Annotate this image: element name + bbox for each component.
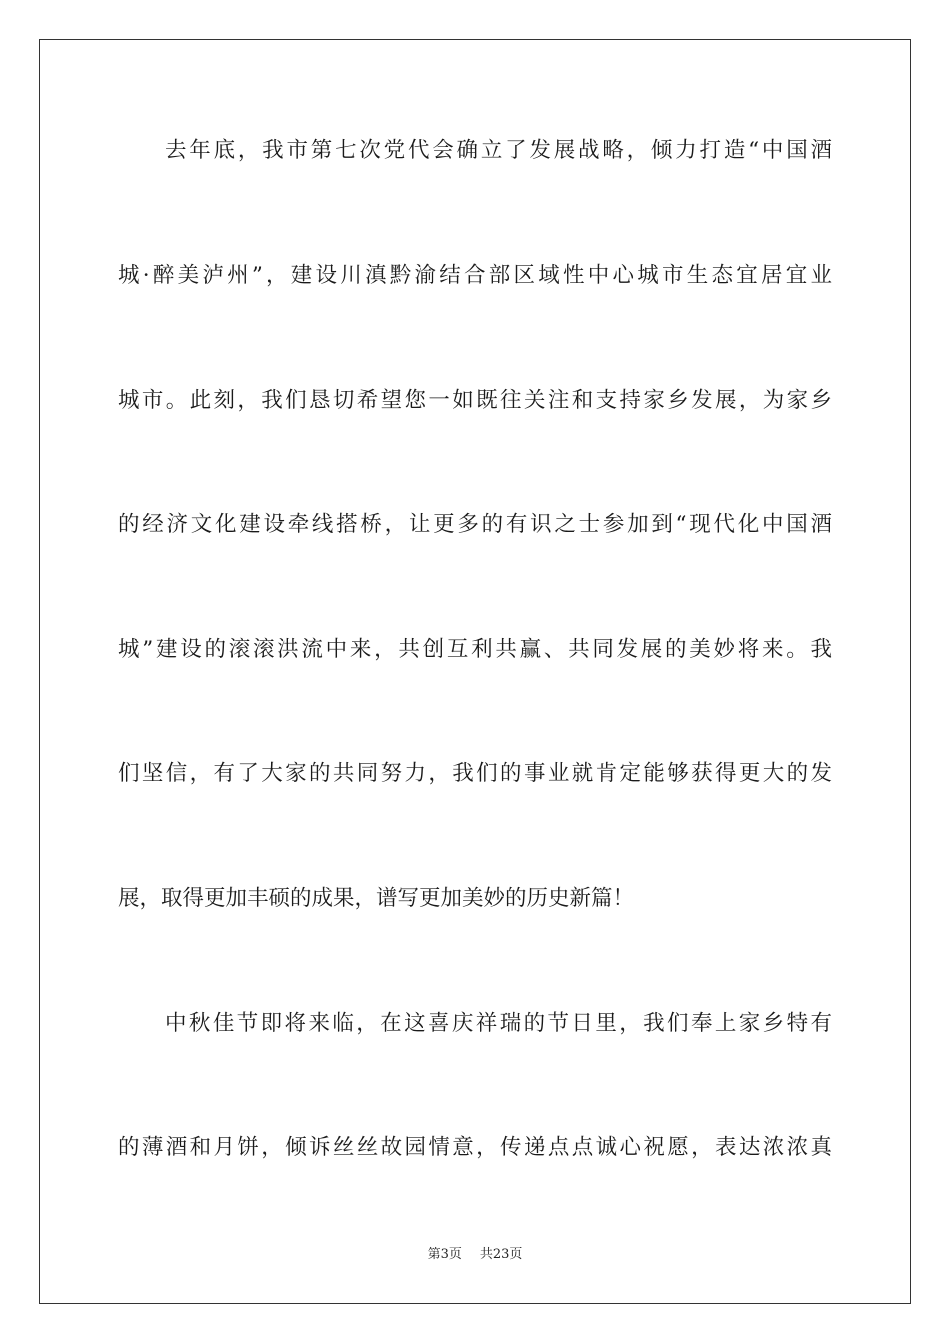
page-number: 第3页 — [427, 1247, 462, 1262]
paragraph-2-line-1: 中秋佳节即将来临，在这喜庆祥瑞的节日里，我们奉上家乡特有 — [165, 1011, 832, 1036]
page-border — [39, 39, 911, 1304]
paragraph-1-line-1: 去年底，我市第七次党代会确立了发展战略，倾力打造“中国酒 — [165, 138, 832, 163]
paragraph-1-line-6: 们坚信，有了大家的共同努力，我们的事业就肯定能够获得更大的发 — [118, 761, 832, 786]
page-total: 共23页 — [479, 1247, 523, 1262]
paragraph-1-line-3: 城市。此刻，我们恳切希望您一如既往关注和支持家乡发展，为家乡 — [118, 388, 832, 413]
paragraph-1-line-4: 的经济文化建设牵线搭桥，让更多的有识之士参加到“现代化中国酒 — [118, 512, 832, 537]
paragraph-2-line-2: 的薄酒和月饼，倾诉丝丝故园情意，传递点点诚心祝愿，表达浓浓真 — [118, 1135, 832, 1160]
paragraph-1-line-7: 展，取得更加丰硕的成果，谱写更加美妙的历史新篇！ — [118, 886, 635, 911]
paragraph-1-line-5: 城”建设的滚滚洪流中来，共创互利共赢、共同发展的美妙将来。我 — [118, 637, 832, 662]
page-footer — [0, 1246, 950, 1264]
paragraph-1-line-2: 城·醉美泸州”，建设川滇黔渝结合部区域性中心城市生态宜居宜业 — [118, 263, 832, 288]
